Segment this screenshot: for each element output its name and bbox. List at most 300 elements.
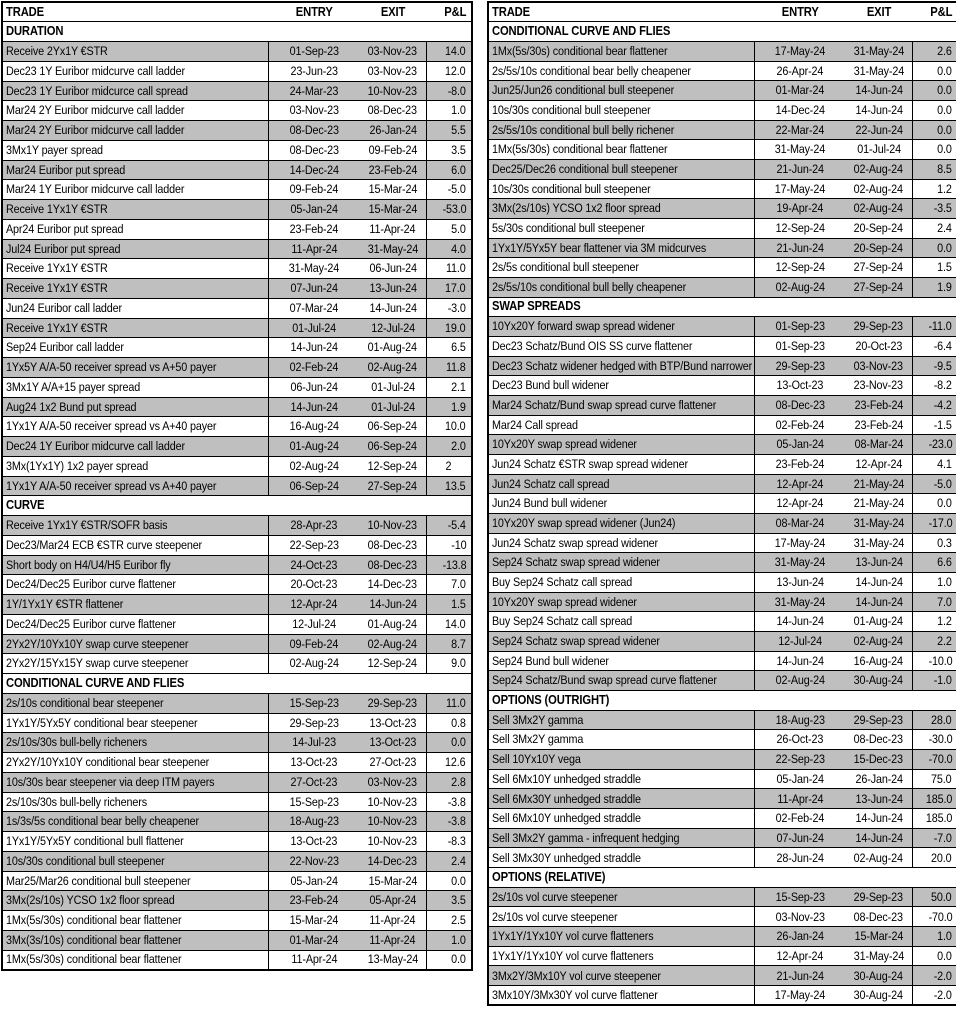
trade-value: 1Mx(5s/30s) conditional bear flattener [6,952,182,967]
entry-cell [268,950,360,970]
exit-cell [846,100,912,120]
pnl-value: 1.0 [937,929,952,944]
pnl-cell [912,927,956,947]
exit-cell [360,279,426,299]
entry-value: 01-Mar-24 [775,83,825,98]
entry-value: 03-Nov-23 [775,909,825,924]
exit-value: 14-Jun-24 [855,594,903,609]
trade-value: Jun24 Schatz swap spread widener [492,535,659,550]
trade-value: Dec23 Schatz/Bund OIS SS curve flattener [492,339,693,354]
column-header-pnl [912,2,956,22]
pnl-value: 11.0 [446,695,466,710]
exit-cell [846,986,912,1006]
pnl-value: 12.6 [445,755,466,770]
entry-cell [754,828,846,848]
entry-cell [754,848,846,868]
entry-cell [754,927,846,947]
trade-value: Mar24 2Y Euribor midcurve call ladder [6,123,185,138]
exit-value: 02-Aug-24 [854,634,904,649]
exit-value: 26-Jan-24 [855,771,903,786]
trade-row [2,516,472,536]
trade-value: 2s/5s/10s conditional bull belly richener [492,122,675,137]
entry-cell [754,435,846,455]
exit-cell [360,358,426,378]
trade-cell [2,219,268,239]
trade-cell [488,750,754,770]
entry-value: 17-May-24 [775,43,826,58]
trade-value: 10Yx20Y swap spread widener [492,437,637,452]
exit-value: 12-Sep-24 [368,656,418,671]
trade-cell [2,456,268,476]
trade-row [488,474,956,494]
entry-value: 09-Feb-24 [289,182,339,197]
pnl-cell [912,317,956,337]
trade-cell [2,693,268,713]
section-title-label: DURATION [6,23,64,39]
exit-cell [846,61,912,81]
pnl-value: 2.6 [937,43,952,58]
entry-cell [754,336,846,356]
pnl-value: 8.7 [451,636,466,651]
trade-value: 1Yx1Y/1Yx10Y vol curve flatteners [492,948,654,963]
pnl-value: 2.0 [451,439,466,454]
trade-cell [2,733,268,753]
trade-row [2,812,472,832]
pnl-cell [426,693,472,713]
entry-value: 28-Jun-24 [776,850,824,865]
pnl-cell [426,851,472,871]
entry-cell [268,456,360,476]
entry-cell [754,415,846,435]
entry-value: 12-Jul-24 [292,616,337,631]
entry-cell [754,454,846,474]
exit-value: 01-Aug-24 [854,614,904,629]
pnl-value: 0.0 [937,496,952,511]
entry-cell [268,121,360,141]
trade-value: Sell 3Mx2Y gamma [492,712,584,727]
trade-value: Jun24 Schatz €STR swap spread widener [492,457,688,472]
pnl-value: 7.0 [937,594,952,609]
trade-value: Jun25/Jun26 conditional bull steepener [492,83,675,98]
entry-cell [754,986,846,1006]
trade-cell [2,614,268,634]
section-header-row [488,868,956,888]
entry-value: 05-Jan-24 [776,437,824,452]
entry-value: 11-Apr-24 [777,791,824,806]
exit-value: 06-Jun-24 [369,261,417,276]
section-header-row [488,297,956,317]
column-header-trade [2,2,268,22]
pnl-value: 4.1 [937,457,952,472]
pnl-value: 185.0 [925,811,952,826]
entry-value: 08-Dec-23 [289,123,339,138]
entry-value: 14-Jun-24 [290,340,338,355]
trade-cell [488,513,754,533]
trade-row [2,535,472,555]
trade-row [2,693,472,713]
entry-cell [268,81,360,101]
exit-cell [360,239,426,259]
trade-cell [2,891,268,911]
trade-value: Apr24 Euribor put spread [6,221,124,236]
entry-cell [754,199,846,219]
trade-row [2,555,472,575]
entry-value: 31-May-24 [289,261,340,276]
exit-value: 23-Feb-24 [854,417,904,432]
column-header-label: ENTRY [295,3,333,19]
exit-value: 01-Jul-24 [856,142,901,157]
exit-cell [846,336,912,356]
exit-value: 29-Sep-23 [854,712,904,727]
pnl-cell [912,435,956,455]
pnl-cell [426,555,472,575]
entry-value: 23-Feb-24 [289,893,339,908]
exit-cell [360,42,426,62]
exit-value: 31-May-24 [853,516,904,531]
trade-cell [488,376,754,396]
pnl-cell [426,871,472,891]
pnl-cell [912,907,956,927]
exit-cell [360,930,426,950]
trade-row [2,950,472,970]
trade-row [2,298,472,318]
entry-cell [754,553,846,573]
entry-value: 26-Apr-24 [776,63,824,78]
entry-cell [268,180,360,200]
pnl-cell [426,279,472,299]
trade-value: 2s/5s conditional bull steepener [492,260,639,275]
trade-row [488,336,956,356]
trade-cell [2,397,268,417]
entry-cell [754,179,846,199]
trade-cell [2,180,268,200]
entry-cell [268,358,360,378]
section-title [2,496,472,516]
trade-row [2,318,472,338]
exit-value: 30-Aug-24 [854,987,904,1002]
trade-row [488,769,956,789]
column-header-label: P&L [443,3,466,19]
entry-value: 19-Apr-24 [776,201,824,216]
trade-row [2,595,472,615]
entry-value: 22-Sep-23 [775,752,825,767]
trade-value: Dec23 Bund bull widener [492,378,609,393]
entry-value: 12-Jul-24 [778,634,823,649]
trade-value: 3Mx(1Yx1Y) 1x2 payer spread [6,458,149,473]
exit-cell [846,927,912,947]
trade-value: Jun24 Bund bull widener [492,496,608,511]
entry-value: 06-Sep-24 [289,478,339,493]
exit-value: 14-Jun-24 [855,83,903,98]
pnl-cell [426,437,472,457]
trade-value: Sep24 Schatz swap spread widener [492,555,660,570]
exit-cell [360,911,426,931]
entry-value: 23-Feb-24 [775,457,825,472]
exit-value: 10-Nov-23 [368,814,418,829]
trade-value: 2Yx2Y/10Yx10Y swap curve steepener [6,636,189,651]
exit-cell [360,180,426,200]
entry-cell [268,792,360,812]
trade-value: 1Y/1Yx1Y €STR flattener [6,597,124,612]
entry-cell [754,100,846,120]
trade-cell [488,317,754,337]
trade-value: Jun24 Euribor call ladder [6,300,122,315]
entry-cell [268,338,360,358]
exit-cell [360,259,426,279]
exit-value: 08-Dec-23 [368,537,418,552]
pnl-value: 1.9 [451,399,466,414]
exit-value: 13-Jun-24 [855,791,903,806]
trade-row [2,338,472,358]
pnl-cell [426,950,472,970]
entry-cell [754,513,846,533]
entry-cell [754,238,846,258]
entry-value: 08-Dec-23 [775,398,825,413]
exit-value: 01-Aug-24 [368,340,418,355]
trade-value: Dec23 1Y Euribor midcurve call ladder [6,63,185,78]
pnl-value: 6.6 [937,555,952,570]
exit-cell [846,494,912,514]
exit-value: 23-Feb-24 [368,162,418,177]
entry-cell [754,474,846,494]
trade-row [488,887,956,907]
trade-value: Receive 1Yx1Y €STR [6,202,108,217]
trade-cell [2,358,268,378]
trade-value: Mar24 Schatz/Bund swap spread curve flattener [492,398,717,413]
exit-value: 14-Jun-24 [369,300,417,315]
trade-row [2,180,472,200]
entry-cell [754,159,846,179]
exit-cell [846,395,912,415]
trade-row [488,809,956,829]
trade-row [488,277,956,297]
pnl-cell [912,41,956,61]
exit-value: 29-Sep-23 [854,319,904,334]
trade-value: 1Yx1Y/5Yx5Y conditional bull flattener [6,834,184,849]
trade-row [2,219,472,239]
pnl-cell [426,634,472,654]
trade-value: Mar24 Euribor put spread [6,162,126,177]
entry-cell [268,397,360,417]
pnl-cell [912,356,956,376]
exit-cell [360,713,426,733]
trade-cell [488,671,754,691]
pnl-value: 12.0 [445,63,466,78]
exit-cell [846,828,912,848]
pnl-cell [912,179,956,199]
trade-row [488,927,956,947]
pnl-cell [426,911,472,931]
entry-cell [754,710,846,730]
column-header-trade [488,2,754,22]
pnl-value: 1.2 [937,181,952,196]
pnl-cell [912,81,956,101]
pnl-value: 17.0 [445,281,466,296]
pnl-value: 10.0 [445,419,466,434]
pnl-cell [912,769,956,789]
trade-row [2,259,472,279]
entry-value: 08-Mar-24 [775,516,825,531]
entry-cell [268,654,360,674]
entry-cell [268,239,360,259]
trade-value: 3Mx(3s/10s) conditional bear flattener [6,932,182,947]
entry-value: 07-Mar-24 [289,300,339,315]
entry-cell [268,614,360,634]
pnl-cell [912,592,956,612]
trade-cell [488,435,754,455]
trade-cell [488,238,754,258]
pnl-value: 0.3 [937,535,952,550]
trade-row [2,654,472,674]
pnl-cell [912,513,956,533]
exit-cell [360,792,426,812]
entry-value: 12-Apr-24 [776,476,824,491]
entry-value: 01-Sep-23 [289,44,339,59]
exit-cell [846,356,912,376]
trade-cell [2,950,268,970]
exit-value: 29-Sep-23 [368,695,418,710]
exit-value: 27-Sep-24 [368,478,418,493]
trade-cell [488,159,754,179]
exit-cell [360,614,426,634]
pnl-cell [426,239,472,259]
column-header-pnl [426,2,472,22]
trade-cell [2,832,268,852]
trade-value: Dec24/Dec25 Euribor curve flattener [6,616,176,631]
trade-cell [488,454,754,474]
entry-value: 14-Jun-24 [290,399,338,414]
trade-cell [2,140,268,160]
exit-value: 27-Sep-24 [854,280,904,295]
trade-row [2,832,472,852]
pnl-cell [426,832,472,852]
exit-cell [360,476,426,496]
exit-cell [360,772,426,792]
section-title [2,22,472,42]
entry-cell [268,891,360,911]
pnl-cell [426,121,472,141]
entry-value: 15-Mar-24 [289,913,339,928]
pnl-cell [912,199,956,219]
trade-value: 2s/5s/10s conditional bear belly cheapener [492,63,691,78]
entry-value: 14-Jun-24 [776,653,824,668]
trade-value: Dec23 1Y Euribor midcurce call spread [6,83,188,98]
column-header-label: P&L [929,3,952,19]
trade-cell [488,61,754,81]
column-header-entry [268,2,360,22]
trade-value: 3Mx10Y/3Mx30Y vol curve flattener [492,987,658,1002]
pnl-value: 1.5 [937,260,952,275]
entry-value: 11-Apr-24 [291,952,338,967]
pnl-cell [426,456,472,476]
pnl-cell [426,516,472,536]
entry-value: 29-Sep-23 [775,358,825,373]
entry-value: 01-Sep-23 [775,339,825,354]
trade-row [488,907,956,927]
exit-cell [846,179,912,199]
exit-value: 03-Nov-23 [854,358,904,373]
pnl-value: 28.0 [931,712,952,727]
exit-cell [360,516,426,536]
pnl-value: -5.0 [447,182,466,197]
exit-cell [360,753,426,773]
entry-value: 29-Sep-23 [289,715,339,730]
trade-value: Aug24 1x2 Bund put spread [6,399,137,414]
entry-cell [754,120,846,140]
exit-cell [846,533,912,553]
entry-value: 02-Feb-24 [289,360,339,375]
entry-value: 05-Jan-24 [776,771,824,786]
trade-row [488,513,956,533]
exit-cell [846,572,912,592]
exit-cell [360,456,426,476]
pnl-cell [912,986,956,1006]
exit-cell [360,891,426,911]
exit-cell [846,809,912,829]
trade-value: 2s/10s/30s bull-belly richeners [6,735,147,750]
entry-cell [268,437,360,457]
entry-cell [268,772,360,792]
entry-value: 14-Jun-24 [776,614,824,629]
exit-value: 30-Aug-24 [854,968,904,983]
trade-cell [2,812,268,832]
pnl-value: -70.0 [928,909,952,924]
pnl-cell [426,101,472,121]
exit-value: 31-May-24 [853,948,904,963]
pnl-cell [912,809,956,829]
pnl-cell [912,454,956,474]
trade-value: 2s/10s vol curve steepener [492,889,618,904]
pnl-cell [912,100,956,120]
trade-cell [2,555,268,575]
exit-value: 11-Apr-24 [369,221,416,236]
trade-cell [488,946,754,966]
pnl-cell [426,713,472,733]
trade-row [488,946,956,966]
pnl-cell [426,377,472,397]
trade-cell [2,851,268,871]
trade-row [488,61,956,81]
pnl-cell [426,397,472,417]
pnl-cell [426,733,472,753]
trade-value: 2s/10s conditional bear steepener [6,695,164,710]
trade-row [488,159,956,179]
exit-cell [846,41,912,61]
entry-cell [754,140,846,160]
pnl-value: 2.5 [451,913,466,928]
trade-row [2,772,472,792]
entry-cell [268,417,360,437]
trade-row [488,572,956,592]
trade-row [488,632,956,652]
exit-value: 06-Sep-24 [368,439,418,454]
pnl-value: -17.0 [928,516,952,531]
exit-cell [846,277,912,297]
trade-value: Sell 3Mx2Y gamma - infrequent hedging [492,830,680,845]
trade-cell [488,612,754,632]
exit-value: 13-Oct-23 [369,735,417,750]
trade-value: Sep24 Euribor call ladder [6,340,124,355]
trade-cell [488,120,754,140]
entry-cell [268,693,360,713]
pnl-value: -7.0 [933,830,952,845]
pnl-value: -9.5 [933,358,952,373]
trade-row [488,81,956,101]
trade-value: Dec24/Dec25 Euribor curve flattener [6,577,176,592]
pnl-cell [912,159,956,179]
exit-cell [846,317,912,337]
section-header-row [488,22,956,42]
